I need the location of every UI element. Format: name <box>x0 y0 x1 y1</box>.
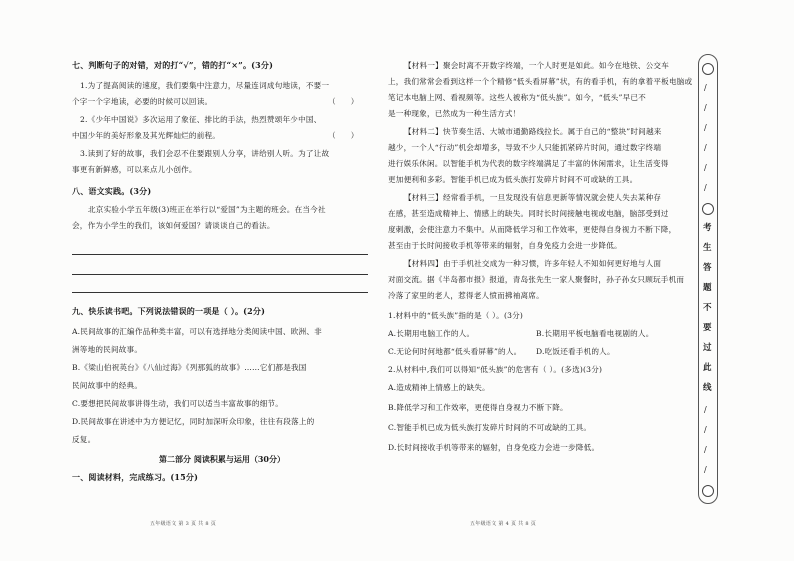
reading-q1-option-d: D.吃饭还看手机的人。 <box>536 347 615 356</box>
left-page-footer: 五年级语文 第 3 页 共 8 页 <box>150 521 216 527</box>
binding-char: 生 <box>703 243 712 253</box>
material-3-line2: 在感，甚至造成精神上、情感上的缺失。同时长时间接触电视或电脑，脑部受到过 <box>388 209 669 218</box>
q9-option-a-line1: A.民间故事的汇编作品种类丰富，可以有选择地分类阅读中国、欧洲、非 <box>72 327 322 336</box>
binding-strip <box>698 54 718 504</box>
material-1-line4: 是一种现象，已然成为一种生活方式！ <box>388 109 521 118</box>
q7-item-2-answer-paren[interactable]: （ ） <box>328 131 359 140</box>
binding-hole-bottom <box>702 485 714 497</box>
material-2-line4: 更加便利和多彩。智能手机已成为低头族打发碎片时间不可或缺的工具。 <box>388 175 638 184</box>
material-4-line2: 对面交流。据《半岛都市报》报道，青岛张先生一家人聚餐时，孙子孙女只顾玩手机而 <box>388 275 685 284</box>
q9-option-b-line1: B.《梁山伯祝英台》《八仙过海》《列那狐的故事》……它们都是我国 <box>72 363 307 372</box>
binding-char: 此 <box>703 363 712 373</box>
binding-char: 不 <box>703 303 712 313</box>
material-2-line3: 进行娱乐休闲。以智能手机为代表的数字终端满足了丰富的休闲需求，让生活变得 <box>388 159 669 168</box>
binding-hole-middle <box>702 203 714 215</box>
binding-char: 考 <box>703 223 712 233</box>
binding-slash: / <box>704 163 707 172</box>
reading-q1-option-c: C.无论何时何地都“低头看屏幕”的人。 <box>388 347 522 356</box>
reading-q1-option-b: B.长期用平板电脑看电视剧的人。 <box>536 329 654 338</box>
material-1-line1: 【材料一】聚会时离不开数字终端，一个人时更是如此。如今在地铁、公交车 <box>404 61 669 70</box>
q9-option-c: C.要想把民间故事讲得生动，我们可以适当丰富故事的细节。 <box>72 399 283 408</box>
material-2-line1: 【材料二】快节奏生活、大城市通勤路线拉长。属于自己的“整块”时间越来 <box>404 127 662 136</box>
material-1-line2: 上，我们常常会看到这样一个个精修“低头看屏幕”状，有的看手机，有的拿着平板电脑或 <box>388 77 693 86</box>
q8-prompt-line1: 北京实验小学五年级(3)班正在举行以“爱国”为主题的班会。在当今社 <box>88 205 326 214</box>
q8-title: 八、语文实践。(3分) <box>72 186 152 196</box>
reading-q2: 2.从材料中,我们可以得知“低头族”的危害有（ ）。(多选)(3分) <box>388 365 603 374</box>
reading-q2-option-c: C.智能手机已成为低头族打发碎片时间的不可或缺的工具。 <box>388 423 592 432</box>
binding-slash: / <box>704 103 707 112</box>
answer-line-2[interactable] <box>72 274 368 275</box>
q9-option-d-line1: D.民间故事在讲述中为方便记忆，同时加深听众印象，往往有段落上的 <box>72 417 315 426</box>
binding-hole-top <box>702 63 714 75</box>
binding-char: 过 <box>703 343 712 353</box>
q7-item-1-line1: 1.为了提高阅读的速度，我们要集中注意力，尽量连词成句地读，不要一 <box>80 81 330 90</box>
reading-q1: 1.材料中的“低头族”指的是（ ）。(3分) <box>388 311 524 320</box>
binding-slash: / <box>704 445 707 454</box>
q7-title: 七、判断句子的对错，对的打“√”，错的打“×”。(3分) <box>72 60 274 70</box>
q7-item-1-line2: 个字一个字地读，必要的时候可以回读。 <box>72 97 213 106</box>
q7-item-3-line1: 3.读到了好的故事，我们会忍不住要跟别人分享，讲给别人听。为了让故 <box>80 149 330 158</box>
binding-slash: / <box>704 183 707 192</box>
q7-item-1-answer-paren[interactable]: （ ） <box>328 97 359 106</box>
q9-option-d-line2: 反复。 <box>72 435 96 444</box>
q7-item-2-line1: 2.《少年中国说》多次运用了象征、排比的手法，热烈赞颂年少中国、 <box>80 115 322 124</box>
binding-char: 题 <box>703 283 712 293</box>
binding-slash: / <box>704 405 707 414</box>
q9-option-a-line2: 洲等地的民间故事。 <box>72 345 143 354</box>
q7-item-2-line2: 中国少年的美好形象及其光辉灿烂的前程。 <box>72 131 221 140</box>
binding-char: 答 <box>703 263 712 273</box>
binding-slash: / <box>704 83 707 92</box>
binding-slash: / <box>704 465 707 474</box>
q8-prompt-line2: 会，作为小学生的我们，该如何爱国？请谈谈自己的看法。 <box>72 221 275 230</box>
material-2-line2: 越少，一个人“行动”机会却增多，导致不少人只能抓紧碎片时间，通过数字终端 <box>388 143 662 152</box>
reading-q2-option-b: B.降低学习和工作效率，更使得自身视力不断下降。 <box>388 403 568 412</box>
binding-slash: / <box>704 425 707 434</box>
material-3-line4: 甚至由于长时间接收手机等带来的辐射，自身免疫力会进一步降低。 <box>388 241 622 250</box>
q9-title: 九、快乐读书吧。下列说法错误的一项是（ ）。(2分) <box>72 306 266 316</box>
binding-char: 要 <box>703 323 712 333</box>
material-1-line3: 笔记本电脑上网、看视频等。这些人被称为“低头族”。如今，“低头”早已不 <box>388 93 646 102</box>
q9-option-b-line2: 民间故事中的经典。 <box>72 381 143 390</box>
part2-title: 第二部分 阅读积累与运用（30分） <box>159 454 285 464</box>
material-3-line3: 度刺激，会使注意力不集中。从而降低学习和工作效率，更使得自身视力不断下降， <box>388 225 677 234</box>
material-3-line1: 【材料三】经常看手机，一旦发现没有信息更新等情况就会使人失去某种存 <box>404 193 662 202</box>
q7-item-3-line2: 事更有新鲜感，可以来点儿小创作。 <box>72 165 197 174</box>
reading-q2-option-a: A.造成精神上情感上的缺失。 <box>388 383 490 392</box>
material-4-line3: 冷落了家里的老人，惹得老人愤而拂袖离席。 <box>388 291 544 300</box>
part2-q1-title: 一、阅读材料，完成练习。(15分) <box>72 472 199 482</box>
answer-line-1[interactable] <box>72 254 368 255</box>
binding-char: 线 <box>703 383 712 393</box>
binding-slash: / <box>704 143 707 152</box>
binding-slash: / <box>704 123 707 132</box>
reading-q1-option-a: A.长期用电脑工作的人。 <box>388 329 475 338</box>
reading-q2-option-d: D.长时间接收手机等带来的辐射，自身免疫力会进一步降低。 <box>388 443 600 452</box>
answer-line-3[interactable] <box>72 292 368 293</box>
right-page-footer: 五年级语文 第 4 页 共 8 页 <box>470 521 536 527</box>
material-4-line1: 【材料四】由于手机社交成为一种习惯，许多年轻人不知如何更好地与人面 <box>404 259 662 268</box>
